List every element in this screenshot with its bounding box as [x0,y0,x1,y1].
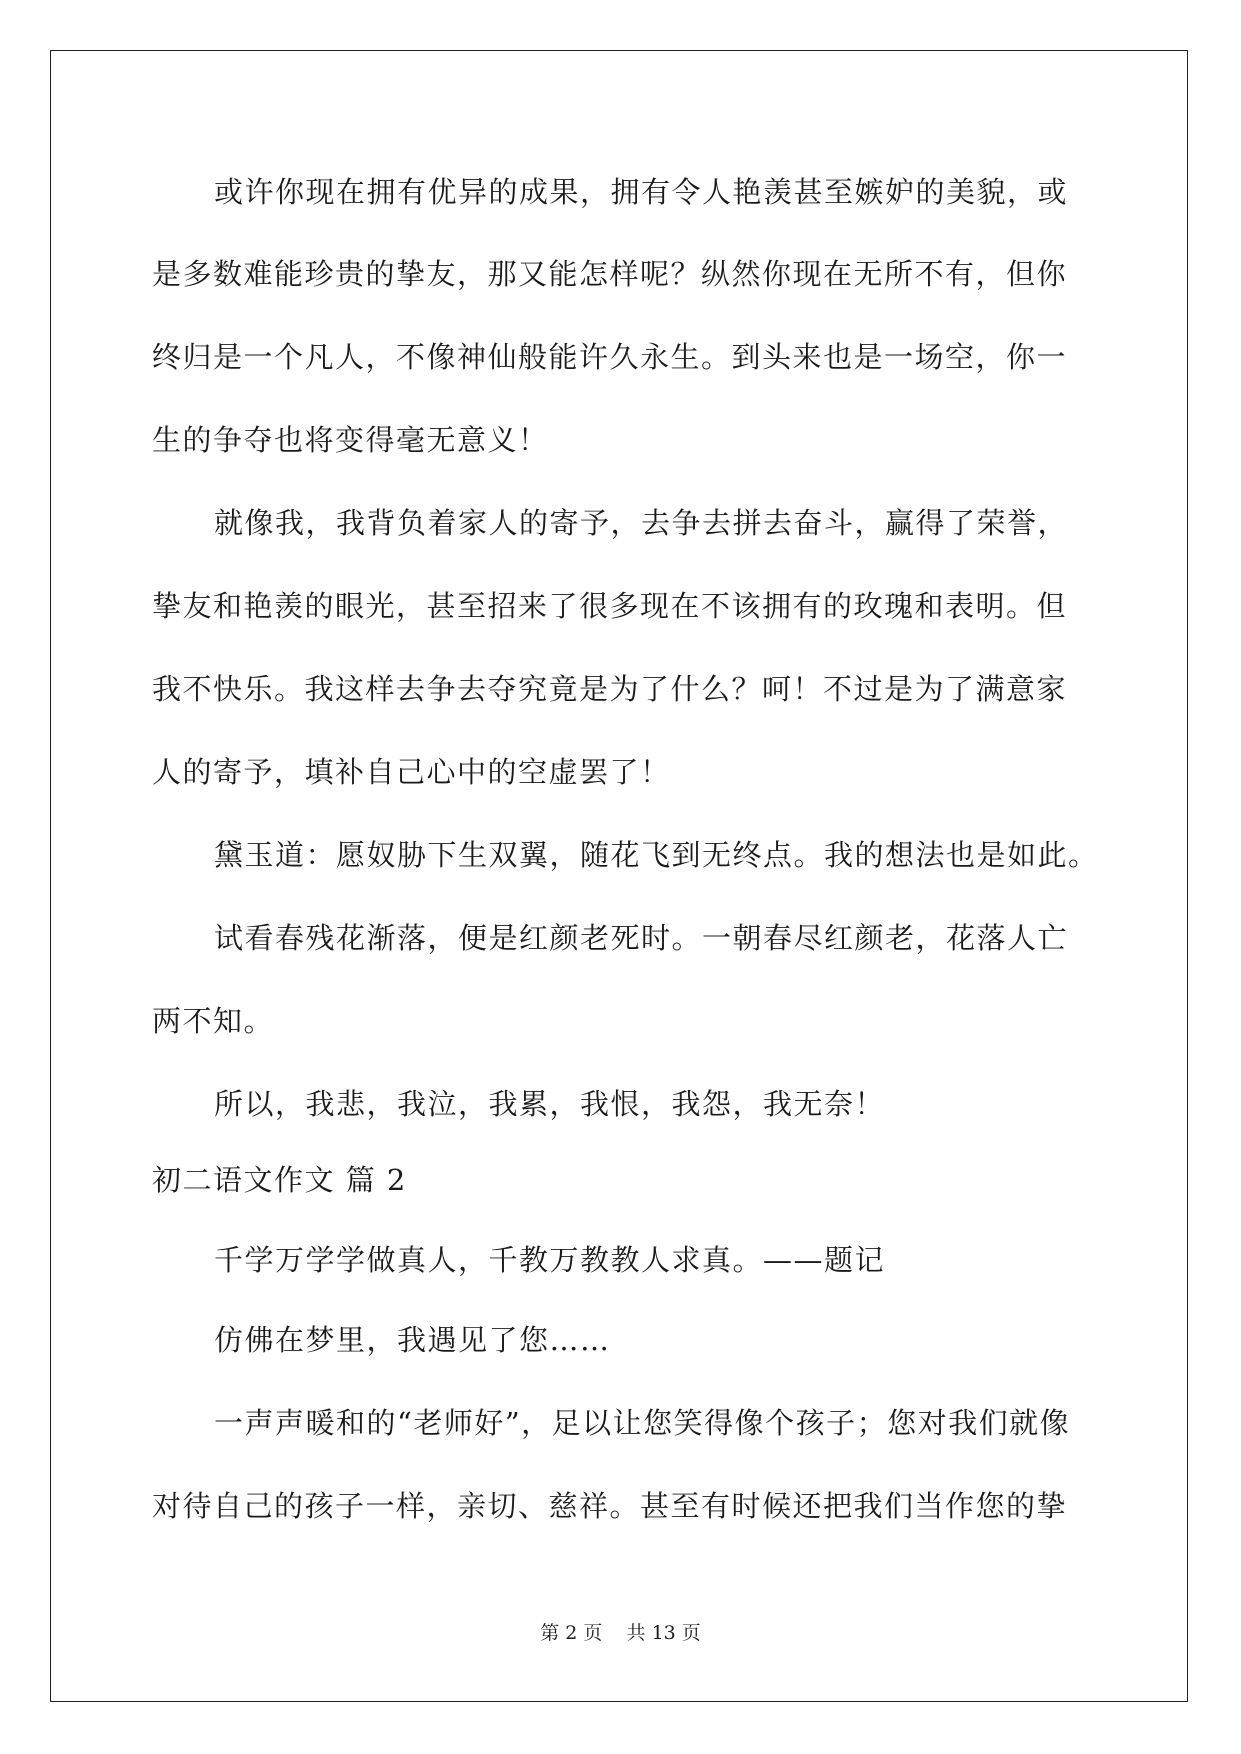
paragraph-4-line-1: 试看春残花渐落，便是红颜老死时。一朝春尽红颜老，花落人亡 [214,921,1069,955]
paragraph-2-line-3: 我不快乐。我这样去争去夺究竟是为了什么？呵！不过是为了满意家 [152,672,1068,706]
paragraph-6-line-1: 仿佛在梦里，我遇见了您…… [214,1323,611,1357]
paragraph-1-line-4: 生的争夺也将变得毫无意义！ [152,423,549,457]
paragraph-1-line-1: 或许你现在拥有优异的成果，拥有令人艳羡甚至嫉妒的美貌，或 [214,175,1069,209]
paragraph-2-line-1: 就像我，我背负着家人的寄予，去争去拼去奋斗，赢得了荣誉， [214,506,1069,540]
paragraph-5-line-1: 所以，我悲，我泣，我累，我恨，我怨，我无奈！ [214,1087,886,1121]
paragraph-7-line-1: 一声声暖和的“老师好”，足以让您笑得像个孩子；您对我们就像 [214,1406,1071,1440]
paragraph-2-line-4: 人的寄予，填补自己心中的空虚罢了！ [152,755,671,789]
section-heading: 初二语文作文 篇 2 [152,1163,407,1197]
paragraph-1-line-2: 是多数难能珍贵的挚友，那又能怎样呢？纵然你现在无所不有，但你 [152,257,1068,291]
paragraph-4-line-2: 两不知。 [152,1004,275,1038]
paragraph-3-line-1: 黛玉道：愿奴胁下生双翼，随花飞到无终点。我的想法也是如此。 [214,838,1099,872]
page-border [50,50,1188,1702]
epigraph-line: 千学万学学做真人，千教万教教人求真。——题记 [214,1243,886,1277]
paragraph-1-line-3: 终归是一个凡人，不像神仙般能许久永生。到头来也是一场空，你一 [152,340,1068,374]
paragraph-7-line-2: 对待自己的孩子一样，亲切、慈祥。甚至有时候还把我们当作您的挚 [152,1489,1068,1523]
page-footer: 第 2 页 共 13 页 [540,1622,701,1644]
paragraph-2-line-2: 挚友和艳羡的眼光，甚至招来了很多现在不该拥有的玫瑰和表明。但 [152,589,1068,623]
